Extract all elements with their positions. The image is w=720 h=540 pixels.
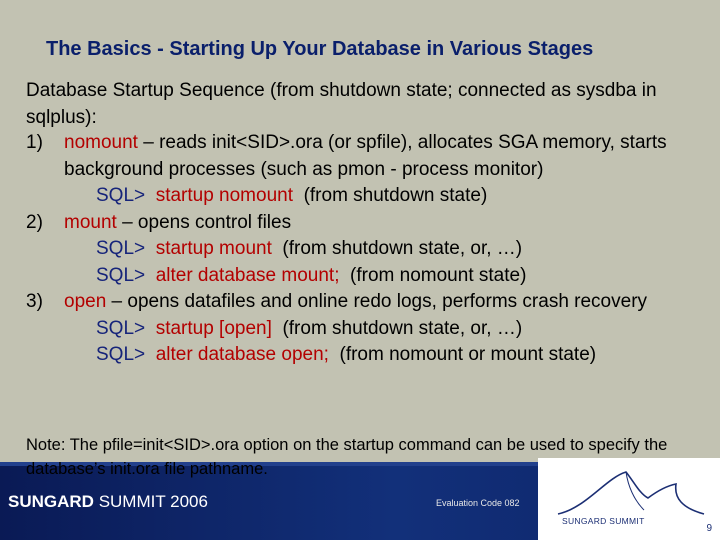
evaluation-code: Evaluation Code 082: [436, 498, 520, 508]
intro-text: Database Startup Sequence (from shutdown state; connected as sysdba in sqlplus):: [26, 80, 657, 128]
sql-prompt: SQL>: [96, 185, 146, 206]
sql-command: startup nomount: [155, 185, 293, 206]
page-number: 9: [706, 523, 712, 534]
sql-command-line: [96, 183, 706, 210]
slide-title: The Basics - Starting Up Your Database in Various Stages: [46, 38, 594, 60]
logo-bold-text: SUNGARD: [8, 492, 94, 511]
sql-note: (from shutdown state): [303, 185, 488, 206]
logo-summit-text: SUMMIT 2006: [98, 492, 208, 511]
sql-note: (from shutdown state, or, …): [282, 317, 523, 339]
sql-command-line: [96, 342, 706, 369]
sql-note: (from shutdown state, or, …): [282, 238, 523, 259]
step-item: [26, 210, 706, 290]
step-number: 3): [26, 291, 43, 312]
sungard-summit-logo: [8, 492, 208, 512]
sql-command: startup [open]: [155, 317, 272, 339]
sql-note: (from nomount state): [350, 264, 527, 286]
sql-prompt: SQL>: [96, 317, 146, 339]
step-keyword: mount: [64, 211, 117, 233]
step-number: 2): [26, 211, 43, 233]
sql-prompt: SQL>: [96, 238, 146, 259]
sql-command-line: [96, 236, 706, 263]
step-description: – opens datafiles and online redo logs, performs crash recovery: [106, 291, 648, 312]
sql-command: alter database mount;: [155, 264, 340, 286]
step-keyword: nomount: [64, 132, 138, 153]
sql-command: startup mount: [155, 238, 272, 259]
startup-steps-list: [26, 130, 706, 369]
step-keyword: open: [64, 291, 107, 312]
step-number: 1): [26, 132, 43, 153]
sql-prompt: SQL>: [96, 264, 146, 286]
footnote-text: Note: The pfile=init<SID>.ora option on the startup command can be used to specify the database’s init.ora file pathname.: [26, 436, 668, 478]
step-description: – opens control files: [116, 211, 292, 233]
step-item: [26, 130, 706, 210]
sql-command-line: [96, 316, 706, 343]
sql-prompt: SQL>: [96, 344, 146, 365]
step-item: [26, 289, 706, 369]
step-description: – reads init<SID>.ora (or spfile), allocates SGA memory, starts background processes (such as pmon - process monitor): [64, 132, 667, 180]
badge-label: SUNGARD SUMMIT: [562, 516, 645, 526]
sql-command: alter database open;: [155, 344, 329, 365]
sql-command-line: [96, 263, 706, 290]
sql-note: (from nomount or mount state): [339, 344, 597, 365]
